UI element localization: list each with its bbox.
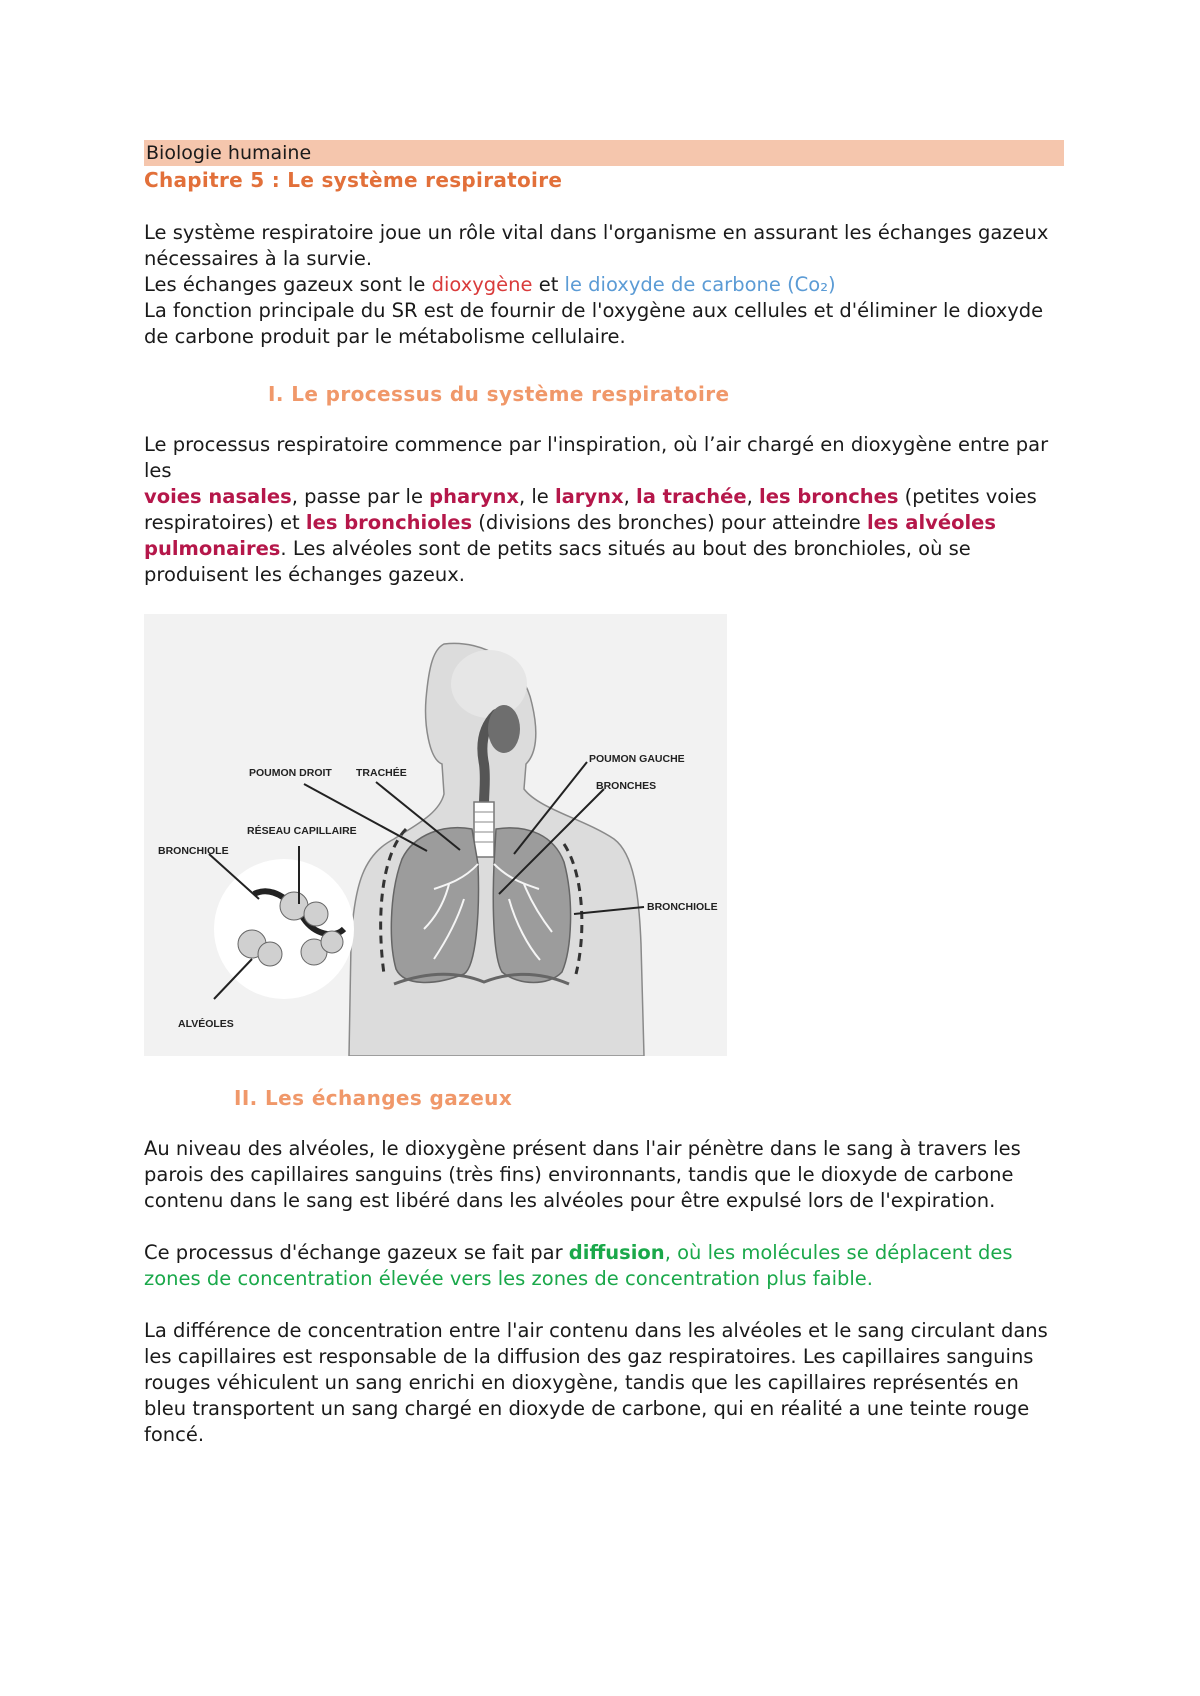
document-page — [144, 140, 1064, 1448]
term-pharynx: pharynx — [429, 485, 519, 508]
section-1-title: I. Le processus du système respiratoire — [268, 382, 730, 406]
label-alveoles: ALVÉOLES — [178, 1018, 234, 1030]
respiratory-diagram — [144, 614, 727, 1056]
process-paragraph: voies nasales, passe par le pharynx, le larynx, la trachée, les bronches (petites voies respiratoires) et les bronchioles (divisions des bronches) pour atteindre les alvéoles pulmonaires. Les alvéoles sont de petits sacs situés au bout des bronchioles, où se produisent les échanges gazeux. — [144, 485, 1037, 586]
function-paragraph: La fonction principale du SR est de fournir de l'oxygène aux cellules et d'éliminer le dioxyde de carbone produit par le métabolisme cellulaire. — [144, 299, 1044, 348]
term-bronches: les bronches — [759, 485, 899, 508]
subject-header: Biologie humaine — [144, 140, 1064, 166]
diffusion-paragraph: Ce processus d'échange gazeux se fait par diffusion, où les molécules se déplacent des zones de concentration élevée vers les zones de concentration plus faible. — [144, 1241, 1013, 1290]
o2-term: dioxygène — [431, 273, 533, 296]
term-bronchioles: les bronchioles — [305, 511, 473, 534]
label-reseau-capillaire: RÉSEAU CAPILLAIRE — [247, 825, 357, 837]
respiratory-system-figure — [144, 614, 727, 1056]
alveoli-paragraph: Au niveau des alvéoles, le dioxygène présent dans l'air pénètre dans le sang à travers les parois des capillaires sanguins (très fins) environnants, tandis que le dioxyde de carbone contenu dans le sang est libéré dans les alvéoles pour être expulsé lors de l'expiration. — [144, 1137, 1021, 1212]
chapter-title: Chapitre 5 : Le système respiratoire — [144, 168, 563, 192]
term-trachee: la trachée — [636, 485, 747, 508]
intro-line-1: Le système respiratoire joue un rôle vital dans l'organisme en assurant les échanges gazeux — [144, 221, 1049, 244]
term-larynx: larynx — [554, 485, 624, 508]
concentration-paragraph: La différence de concentration entre l'air contenu dans les alvéoles et le sang circulant dans les capillaires est responsable de la diffusion des gaz respiratoires. Les capillaires sanguins rouges véhiculent un sang enrichi en dioxygène, tandis que les capillaires représentés en bleu transportent un sang chargé en dioxyde de carbone, qui en réalité a une teinte rouge foncé. — [144, 1319, 1048, 1446]
label-poumon-gauche: POUMON GAUCHE — [589, 753, 685, 765]
left-lung — [493, 828, 570, 983]
term-voies-nasales: voies nasales — [144, 485, 292, 508]
gas-exchange-line: Les échanges gazeux sont le dioxygène et le dioxyde de carbone (Co₂) — [144, 273, 836, 296]
process-paragraph-intro: Le processus respiratoire commence par l'inspiration, où l’air chargé en dioxygène entre par les — [144, 433, 1049, 482]
co2-term: le dioxyde de carbone (Co₂) — [564, 273, 836, 296]
label-bronches: BRONCHES — [596, 780, 657, 792]
label-poumon-droit: POUMON DROIT — [249, 767, 332, 779]
label-bronchiole-left: BRONCHIOLE — [158, 845, 229, 857]
label-trachee: TRACHÉE — [356, 767, 407, 779]
section-2-title: II. Les échanges gazeux — [234, 1086, 513, 1110]
term-diffusion: diffusion — [568, 1241, 665, 1264]
intro-line-2: nécessaires à la survie. — [144, 247, 373, 270]
term-alveoles: les alvéoles pulmonaires — [144, 511, 996, 560]
label-bronchiole-right: BRONCHIOLE — [647, 901, 718, 913]
